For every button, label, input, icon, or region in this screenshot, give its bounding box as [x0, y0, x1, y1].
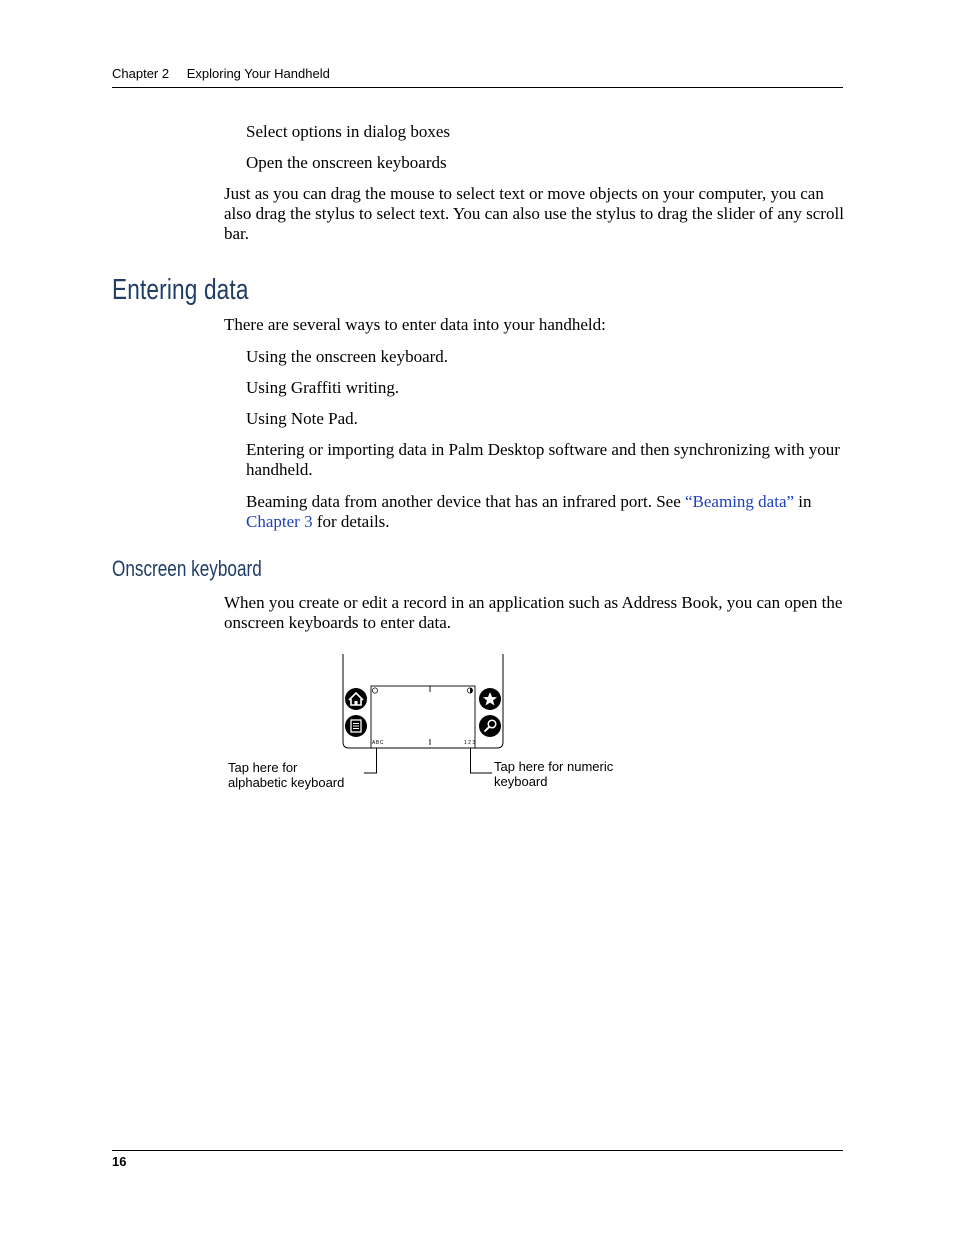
find-icon[interactable] — [479, 715, 501, 737]
favorites-star-icon[interactable] — [479, 688, 501, 710]
contrast-icon[interactable] — [467, 688, 472, 693]
page-number: 16 — [112, 1154, 127, 1169]
list-item: Entering or importing data in Palm Desktop software and then synchronizing with your handheld. — [246, 440, 840, 479]
menu-icon[interactable] — [345, 715, 367, 737]
running-header — [112, 66, 330, 81]
caption-numeric-keyboard — [494, 759, 613, 789]
caption-line: Tap here for numeric — [494, 759, 614, 774]
header-rule — [112, 87, 843, 88]
handheld-input-area-figure — [340, 652, 508, 752]
section-lead: There are several ways to enter data into your handheld: — [224, 315, 606, 334]
footer-rule — [112, 1150, 843, 1151]
chapter-3-link[interactable]: Chapter 3 — [246, 512, 313, 531]
list-item: Using Graffiti writing. — [246, 378, 400, 397]
list-item-beaming — [246, 492, 826, 532]
callout-lines — [340, 748, 510, 778]
numeric-keyboard-label[interactable]: 1 2 3 — [464, 740, 476, 746]
graffiti-writing-area — [371, 686, 475, 748]
list-item: Using Note Pad. — [246, 409, 358, 428]
subsection-paragraph: When you create or edit a record in an application such as Address Book, you can open the onscreen keyboards to enter data. — [224, 593, 843, 632]
list-item: Using the onscreen keyboard. — [246, 347, 449, 366]
home-icon[interactable] — [345, 688, 367, 710]
beaming-prefix: Beaming data from another device that has an infrared port. See — [246, 492, 685, 511]
section-heading: Entering data — [112, 274, 249, 306]
list-item: Open the onscreen keyboards — [246, 153, 447, 172]
header-title: Exploring Your Handheld — [186, 66, 330, 81]
beaming-suffix: for details. — [312, 512, 390, 531]
clock-icon[interactable] — [372, 688, 377, 693]
caption-line: alphabetic keyboard — [228, 775, 345, 790]
header-chapter: Chapter 2 — [112, 66, 170, 81]
beaming-data-link[interactable]: “Beaming data” — [685, 492, 795, 511]
caption-alphabetic-keyboard — [228, 760, 344, 790]
caption-line: keyboard — [494, 774, 548, 789]
beaming-middle: in — [794, 492, 812, 511]
intro-paragraph: Just as you can drag the mouse to select text or move objects on your computer, you can also drag the stylus to select text. You can also use the stylus to drag the slider of any scroll bar. — [224, 184, 844, 243]
list-item: Select options in dialog boxes — [246, 122, 450, 141]
caption-line: Tap here for — [228, 760, 298, 775]
subsection-heading: Onscreen keyboard — [112, 556, 262, 581]
abc-keyboard-label[interactable]: ABC — [372, 740, 385, 746]
